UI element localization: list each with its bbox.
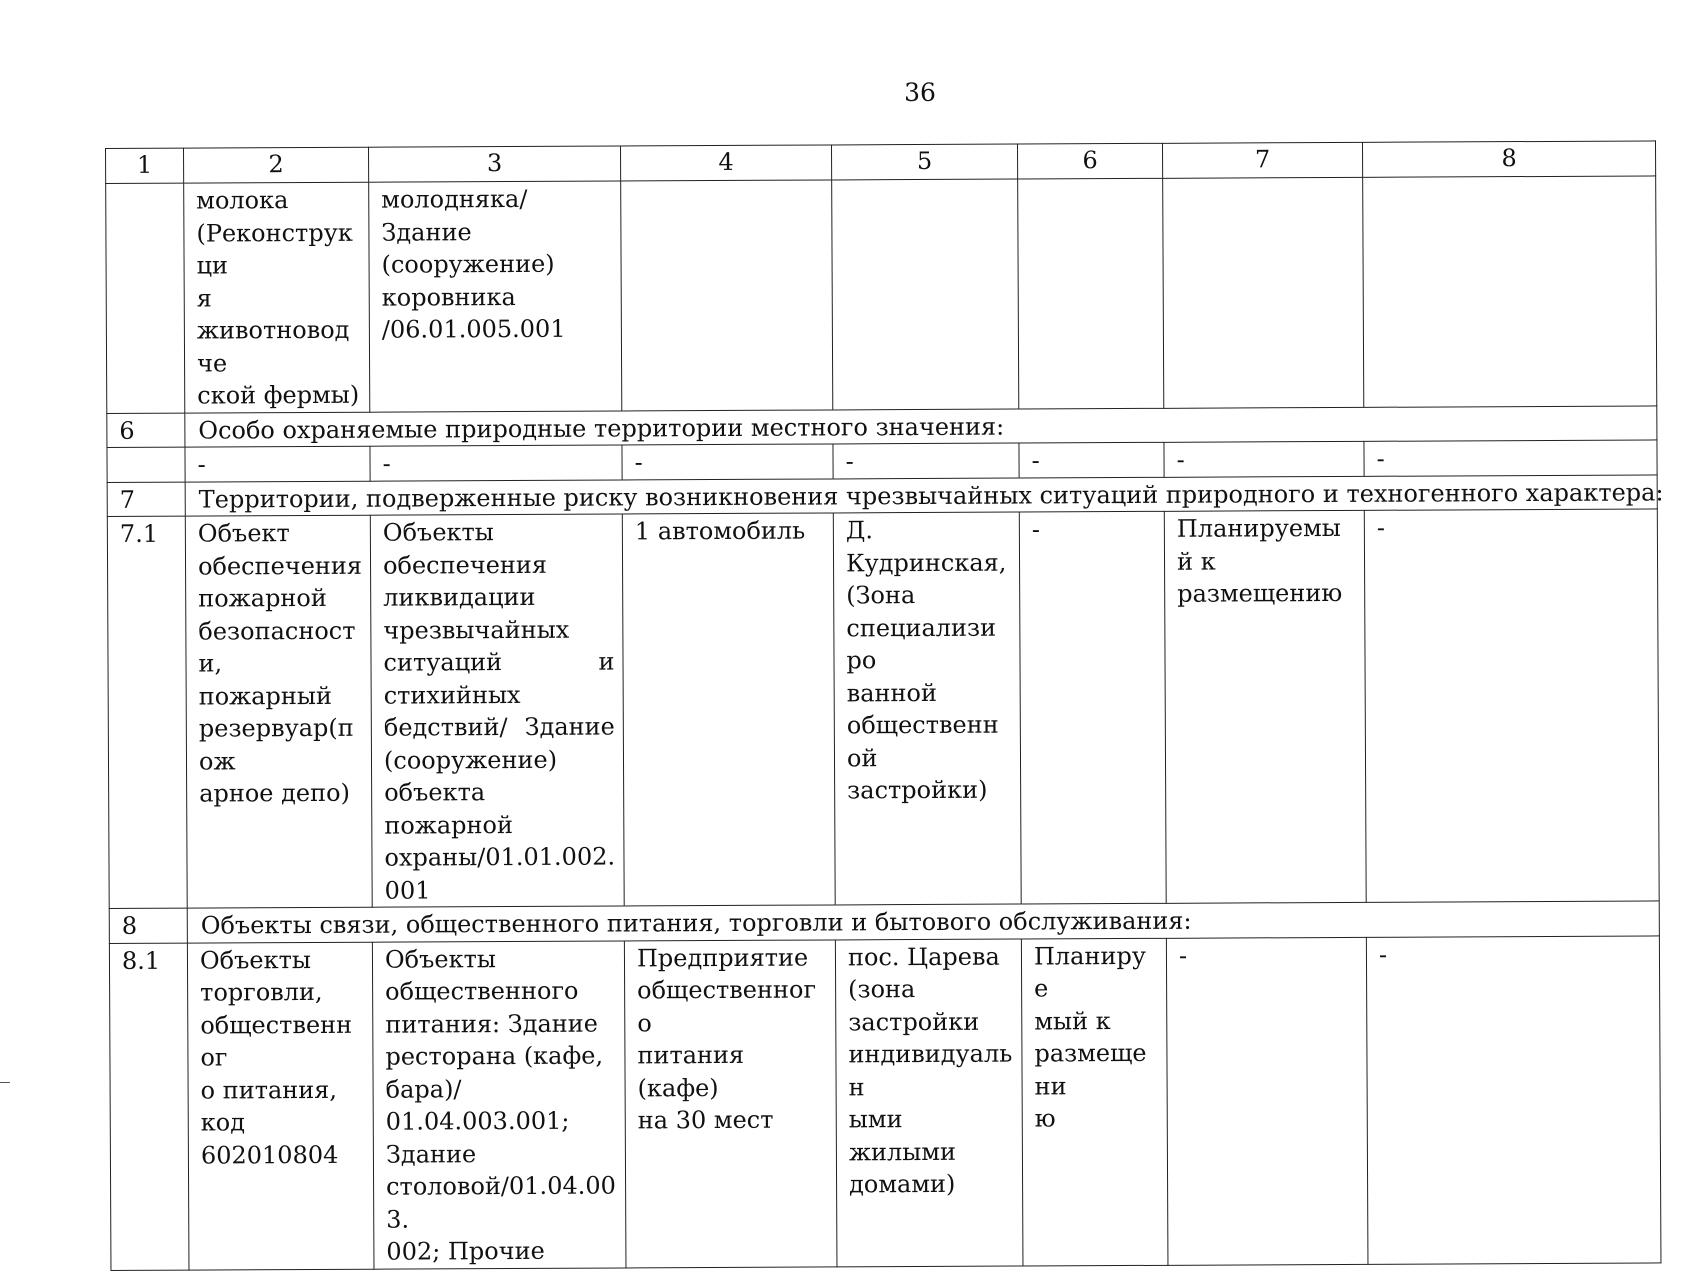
cell-dash: - [1019,442,1164,477]
cell-dash: - [185,446,370,481]
cell-dash: - [833,443,1019,478]
section-title: Объекты связи, общественного питания, торговли и бытового обслуживания: [187,901,1659,943]
cell-dash: - [1164,441,1364,476]
section-number: 7 [107,482,185,517]
table-row-continuation [106,176,1657,413]
cell-status: Планируемый к размещению [1164,510,1366,903]
cell-status: - [1166,937,1368,1265]
cell-col6: - [1019,511,1166,904]
cell-dash: - [1364,440,1657,476]
cell-status [1163,177,1364,407]
section-number: 6 [107,413,185,448]
cell-characteristics: Предприятие общественного питания (кафе) на 30 мест [624,939,837,1267]
header-cell: 6 [1017,143,1162,179]
cell-object-name: молока (Реконструкци я животноводче ской фермы) [184,182,370,412]
cell-object-type: Объекты общественного питания: Здание ресторана (кафе, бара)/ 01.04.003.001; Здание столовой/01.04.003. 002; Прочие [372,940,626,1268]
header-cell: 3 [368,146,620,182]
header-cell: 1 [106,148,184,183]
cell-location: Д. Кудринская, (Зона специализиро ванной общественной застройки) [833,512,1021,905]
cell-dash: - [370,445,622,481]
header-cell: 7 [1162,142,1362,178]
cell-col8 [1363,176,1657,407]
section-title: Территории, подверженные риску возникновения чрезвычайных ситуаций природного и техногенного характера: [185,474,1657,516]
section-number: 8 [109,908,187,943]
header-cell: 4 [620,145,831,181]
cell-col6: Планируе мый к размещени ю [1021,938,1168,1266]
cell-characteristics: 1 автомобиль [622,513,835,906]
cell-object-type: молодняка/ Здание (сооружение) коровника /06.01.005.001 [369,181,622,412]
cell-number [106,183,185,413]
cell-object-name: Объекты торговли, общественног о питания, код 602010804 [187,942,374,1270]
table-row-8-1 [109,935,1661,1270]
section-title: Особо охраняемые природные территории местного значения: [185,405,1657,447]
document-sheet [105,140,1664,1270]
cell-col8: - [1366,935,1661,1263]
cell-location: пос. Царева (зона застройки индивидуальн ыми жилыми домами) [835,939,1023,1267]
cell-col6 [1018,178,1164,408]
cell-col8: - [1364,509,1659,902]
page-number: 36 [904,78,936,107]
table-row-7-1 [107,509,1659,909]
planned-objects-table [105,140,1664,1270]
cell-object-name: Объект обеспечения пожарной безопасности, пожарный резервуар(пож арное депо) [185,515,372,908]
header-cell: 8 [1362,141,1655,177]
cell-object-type: Объекты обеспечения ликвидации чрезвычайных ситуаций и стихийных бедствий/ Здание (сооружение) объекта пожарной охраны/01.01.002.001 [370,514,624,907]
cell-characteristics [621,180,833,411]
cell-dash: - [622,444,833,480]
cell-location [832,179,1019,409]
header-cell: 2 [184,147,369,183]
cell-number [107,447,185,482]
scan-edge-mark [0,1082,10,1083]
cell-number: 8.1 [109,943,189,1270]
header-cell: 5 [831,144,1017,180]
cell-number: 7.1 [107,516,187,908]
